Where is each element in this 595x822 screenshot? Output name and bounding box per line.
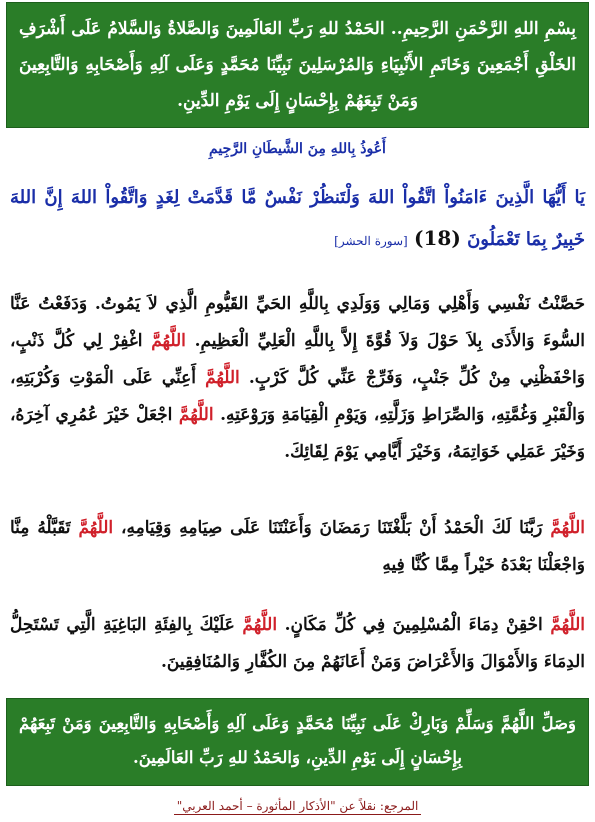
para-1-segment: أَعِنِّي عَلَى الْمَوْتِ وَكُرْبَتِهِ، وَالْقَبْرِ وَغُمَّتِهِ، وَالصِّرَاطِ وَزَلَّتِهِ، وَيَوْمِ الْقِيَامَةِ وَرَوْعَتِهِ. bbox=[10, 368, 586, 425]
istiadha-line: أَعُوذُ بِاللهِ مِنَ الشَّيطَانِ الرَّجِيمِ bbox=[209, 141, 386, 157]
closing-text: وَصَلِّ اللَّهُمَّ وَسَلِّمْ وَبَارِكْ عَلَى نَبِيِّنَا مُحَمَّدٍ وَعَلَى آلِهِ وَأَصْحَابِهِ وَالتَّابِعِينَ وَمَنْ تَبِعَهُمْ بِإِحْسَانٍ إِلَى يَوْمِ الدِّينِ، وَالحَمْدُ للهِ رَبِّ العَالَمِينَ. bbox=[19, 714, 576, 767]
allahumma-highlight: اللَّهُمَّ bbox=[151, 331, 186, 351]
allahumma-highlight: اللَّهُمَّ bbox=[550, 518, 585, 538]
allahumma-highlight: اللَّهُمَّ bbox=[550, 615, 586, 635]
supplication-paragraph-1 bbox=[10, 286, 585, 471]
reference-line bbox=[0, 795, 595, 815]
allahumma-highlight: اللَّهُمَّ bbox=[78, 518, 114, 538]
para-2-segment: تَقَبَّلْهُ مِنَّا وَاجْعَلْنَا بَعْدَهُ خَيْراً مِمَّا كُنَّا فِيهِ bbox=[10, 518, 585, 575]
allahumma-highlight: اللَّهُمَّ bbox=[178, 405, 214, 425]
supplication-paragraph-3 bbox=[10, 607, 585, 681]
allahumma-highlight: اللَّهُمَّ bbox=[242, 615, 278, 635]
quran-verse bbox=[10, 178, 585, 261]
para-3-segment: احْقِنْ دِمَاءَ الْمُسْلِمِينَ فِي كُلِّ مَكَانٍ. bbox=[284, 615, 543, 635]
para-1-segment: حَصَّنْتُ نَفْسِي وَأَهْلِي وَمَالِي وَوَلَدِي بِاللَّهِ الحَيِّ القَيُّومِ الَّذِي لاَ يَمُوتُ. وَدَفَعْتُ عَنَّا السُّوءَ وَالأَذَى بِلاَ حَوْلَ وَلاَ قُوَّةَ إِلاَّ بِاللَّهِ الْعَلِيِّ الْعَظِيمِ. bbox=[10, 294, 585, 351]
para-2-segment: رَبَّنَا لَكَ الْحَمْدُ أَنْ بَلَّغْتَنَا رَمَضَانَ وَأَعَنْتَنَا عَلَى صِيَامِهِ وَقِيَامِهِ، bbox=[121, 518, 543, 538]
opening-text: بِسْمِ اللهِ الرَّحْمَنِ الرَّحِيمِ.. الحَمْدُ للهِ رَبِّ العَالَمِينَ وَالصَّلاةُ وَالسَّلامُ عَلَى أَشْرَفِ الخَلْقِ أَجْمَعِينَ وَخَاتَمِ الأَنْبِيَاءِ وَالمُرْسَلِينَ نَبِيِّنَا مُحَمَّدٍ وَعَلَى آلِهِ وَأَصْحَابِهِ وَالتَّابِعِينَ وَمَنْ تَبِعَهُمْ بِإِحْسَانٍ إِلَى يَوْمِ الدِّينِ. bbox=[19, 19, 576, 111]
para-3-segment: عَلَيْكَ بِالفِئَةِ البَاغِيَةِ الَّتِي تَسْتَحِلُّ الدِمَاءَ وَالأَمْوَالَ وَالأَعْرَاضَ وَمَنْ أَعَانَهُمْ مِنَ الكُفَّارِ وَالمُنَافِقِينَ. bbox=[10, 615, 585, 672]
allahumma-highlight: اللَّهُمَّ bbox=[205, 368, 240, 388]
reference-text: المرجع: نقلاً عن "الأذكار المأثورة – أحمد العربي" bbox=[174, 799, 422, 815]
para-1-segment: اجْعَلْ خَيْرَ عُمُرِي آخِرَهُ، وَخَيْرَ عَمَلِي خَوَاتِمَهُ، وَخَيْرَ أَيَّامِي يَوْمَ لِقَائِكَ. bbox=[10, 405, 585, 462]
verse-text: يَا أَيُّهَا الَّذِينَ ءَامَنُواْ اتَّقُواْ اللهَ وَلْتَنظُرْ نَفْسٌ مَّا قَدَّمَتْ لِغَدٍ وَاتَّقُواْ اللهَ إِنَّ اللهَ خَبِيرٌ بِمَا تَعْمَلُونَ bbox=[10, 187, 585, 250]
para-1-segment: اغْفِرْ لِي كُلَّ ذَنْبٍ، وَاحْفَظْنِي مِنْ كُلِّ جَنْبٍ، وَفَرِّجْ عَنِّي كُلَّ كَرْبٍ. bbox=[10, 331, 585, 388]
verse-number: (18) bbox=[414, 226, 461, 250]
verse-source: [سورة الحشر] bbox=[334, 234, 408, 248]
supplication-paragraph-2 bbox=[10, 510, 585, 584]
opening-banner bbox=[6, 2, 589, 128]
closing-banner bbox=[6, 698, 589, 786]
